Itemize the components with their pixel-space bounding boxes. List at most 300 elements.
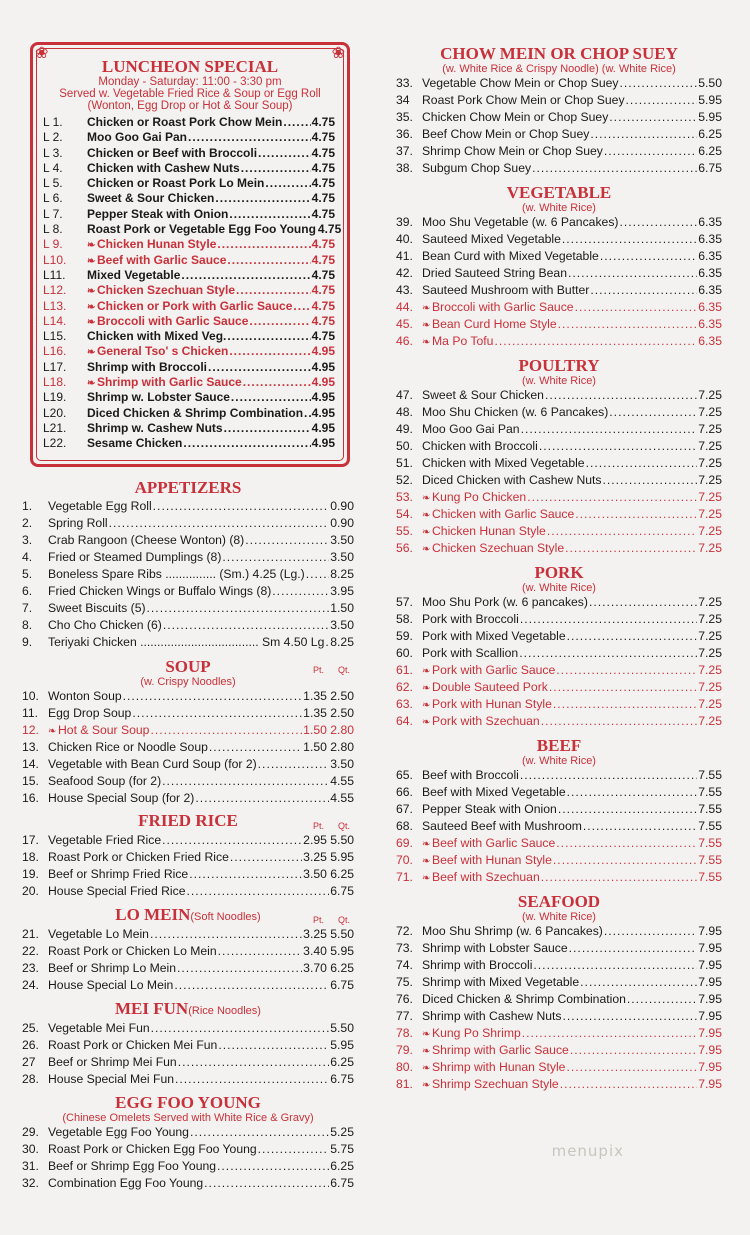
menu-item-name: Combination Egg Foo Young [48,1176,204,1190]
menu-item-price: 6.35 [698,249,722,263]
dot-leader [245,532,329,549]
menu-item [43,344,335,359]
menu-item-name: Chicken with Cashew Nuts [87,160,240,175]
soup-size-header: Pt. Qt. [312,665,350,675]
menu-item-price: 7.25 [698,541,722,555]
menu-item-name: Shrimp Chow Mein or Chop Suey [422,144,603,158]
dot-leader [258,1141,330,1158]
soup-list [22,688,354,807]
menu-item-price: 7.95 [698,941,722,955]
menu-item [22,1141,354,1158]
menu-item [396,1025,722,1042]
menu-item-price: 0.90 [330,499,354,513]
dot-leader [150,722,302,739]
menu-item-name: Shrimp with Hunan Style [432,1060,566,1074]
menu-item-price: 7.25 [698,629,722,643]
menu-item [396,333,722,350]
menu-item-name: House Special Lo Mein [48,978,174,992]
menu-item-number: 47. [396,388,413,402]
menu-item-number: 39. [396,215,413,229]
menu-item-name: Subgum Chop Suey [422,161,532,175]
menu-item-number: 18. [22,850,39,864]
menu-item [396,801,722,818]
menu-item-name: Cho Cho Chicken (6) [48,618,162,632]
hot-pepper-icon: ❧ [422,1029,431,1040]
dot-leader [209,739,302,756]
menu-item-name: Sauteed Beef with Mushroom [422,819,582,833]
menu-item [43,161,335,176]
menu-item-price: 6.75 [330,978,354,992]
menu-item-price: 7.95 [698,924,722,938]
menu-item-number: 75. [396,975,413,989]
menu-item-number: 77. [396,1009,413,1023]
egg-foo-young-title: EGG FOO YOUNG [115,1093,261,1112]
menu-item-price: 7.55 [698,836,722,850]
menu-item-price: 4.75 [311,329,335,344]
dot-leader [521,421,698,438]
menu-item-price: 7.25 [698,473,722,487]
menu-item-name: Roast Pork Chow Mein or Chop Suey [422,93,625,107]
menu-item-number: 45. [396,317,413,331]
lo-mein-size-header: Pt. Qt. [312,915,350,925]
menu-item-number: 29. [22,1125,39,1139]
dot-leader [283,115,310,130]
pork-list [396,594,722,730]
menu-item-price: 7.95 [698,1009,722,1023]
menu-item-number: 15. [22,774,39,788]
menu-item-name: Shrimp with Mixed Vegetable [422,975,580,989]
menu-item-price: 7.25 [698,697,722,711]
watermark: menupix [551,1142,624,1160]
lo-mein-title: LO MEIN(Soft Noodles) [115,905,261,924]
menu-item-price: 5.50 [330,1021,354,1035]
menu-item-number: 17. [22,833,39,847]
menu-item-name: Beef or Shrimp Fried Rice [48,867,189,881]
dot-leader [162,832,302,849]
lunch-list [37,115,343,452]
menu-item-number: 73. [396,941,413,955]
dot-leader [609,109,697,126]
hot-pepper-icon: ❧ [422,873,431,884]
menu-item-price: 7.25 [698,612,722,626]
hot-pepper-icon: ❧ [422,493,431,504]
menu-item [396,645,722,662]
menu-item-name: Moo Shu Pork (w. 6 pancakes) [422,595,588,609]
dot-leader [222,549,329,566]
dot-leader [580,974,697,991]
dot-leader [151,1020,330,1037]
menu-item-price: 3.25 5.95 [303,850,354,864]
menu-item-number: 32. [22,1176,39,1190]
menu-item-number: 34 [396,93,410,107]
dot-leader [522,1025,698,1042]
menu-item [396,126,722,143]
dot-leader [527,489,697,506]
menu-item [43,146,335,161]
menu-item-name: Vegetable Egg Roll [48,499,152,513]
menu-item-name: Chicken with Broccoli [422,439,538,453]
menu-item-name: Moo Shu Chicken (w. 6 Pancakes) [422,405,609,419]
dot-leader [545,387,697,404]
menu-item-number: L 1. [43,115,63,129]
hot-pepper-icon: ❧ [422,303,431,314]
menu-item [396,265,722,282]
menu-item-number: 13. [22,740,39,754]
menu-item-price: 7.25 [698,422,722,436]
seafood-title: SEAFOOD [517,892,601,911]
hot-pepper-icon: ❧ [422,717,431,728]
menu-item-number: 10. [22,689,39,703]
menu-item-number: 65. [396,768,413,782]
hot-pepper-icon: ❧ [422,337,431,348]
menu-item [22,634,354,651]
menu-item-name: Shrimp w. Lobster Sauce [87,390,230,405]
hot-pepper-icon: ❧ [422,1046,431,1057]
menu-item-number: 46. [396,334,413,348]
menu-item-number: L 9. [43,237,63,252]
menu-item-number: 28. [22,1072,39,1086]
menu-item-price: 4.75 [311,298,335,313]
menu-item-name: Roast Pork or Chicken Lo Mein [48,944,217,958]
poultry-subtitle: (w. White Rice) [522,375,596,387]
menu-item [396,611,722,628]
dot-leader [258,146,311,161]
menu-item-number: L16. [43,344,67,359]
menu-item-name: Pepper Steak with Onion [87,206,229,221]
menu-item-name: Shrimp Szechuan Style [432,1077,559,1091]
menu-item [396,594,722,611]
menu-item-number: L21. [43,420,67,435]
dot-leader [586,455,698,472]
menu-item-number: 59. [396,629,413,643]
menu-item-price: 7.25 [698,680,722,694]
menu-item-name: Crab Rangoon (Cheese Wonton) (8) [48,533,245,547]
dot-leader [243,375,311,390]
menu-item-price: 4.75 [311,283,335,298]
menu-item-number: 80. [396,1060,413,1074]
menu-item-price: 3.40 5.95 [303,944,354,958]
dot-leader [556,835,697,852]
menu-item [396,679,722,696]
dot-leader [162,773,329,790]
menu-item-number: 63. [396,697,413,711]
menu-item-price: 4.75 [311,267,335,282]
menu-item-name: Bean Curd Home Style [432,317,557,331]
menu-item [396,489,722,506]
chow-mein-list [396,75,722,177]
menu-item-number: L10. [43,252,67,267]
menu-item [43,283,335,298]
menu-item [22,549,354,566]
menu-item [43,268,335,283]
menu-item [22,977,354,994]
dot-leader [231,390,311,405]
menu-item-name: Bean Curd with Mixed Vegetable [422,249,599,263]
menu-item-name: Vegetable Fried Rice [48,833,162,847]
menu-item [396,1059,722,1076]
dot-leader [619,75,697,92]
menu-item-number: 53. [396,490,413,504]
dot-leader [589,594,697,611]
menu-item-number: 48. [396,405,413,419]
dot-leader [627,991,697,1008]
menu-item-name: Egg Drop Soup [48,706,132,720]
menu-item [43,329,335,344]
menu-item-name: Teriyaki Chicken ................................... Sm 4.50 Lg [48,635,325,649]
dot-leader [218,1037,329,1054]
menu-item-name: Beef with Szechuan [432,870,540,884]
menu-item-number: 31. [22,1159,39,1173]
menu-item [396,696,722,713]
hot-pepper-icon: ❧ [48,726,57,737]
dot-leader [519,645,697,662]
menu-item-name: Shrimp with Garlic Sauce [97,375,242,390]
menu-item [43,207,335,222]
hot-pepper-icon: ❧ [422,839,431,850]
menu-item [22,722,354,739]
menu-item-price: 7.95 [698,1026,722,1040]
menu-item-name: Fried Chicken Wings or Buffalo Wings (8) [48,584,272,598]
menu-item-price: 4.95 [311,359,335,374]
menu-item-name: Chicken Szechuan Style [97,283,236,298]
menu-item-price: 4.95 [311,420,335,435]
menu-item-number: 61. [396,663,413,677]
dot-leader [217,237,310,252]
menu-item [22,617,354,634]
dot-leader [230,849,302,866]
menu-item-number: 25. [22,1021,39,1035]
menu-item-price: 7.95 [698,975,722,989]
menu-item-price: 6.35 [698,266,722,280]
dot-leader [181,268,310,283]
menu-item-name: Kung Po Chicken [432,490,527,504]
menu-item-name: Shrimp with Broccoli [422,958,533,972]
menu-item-name: House Special Soup (for 2) [48,791,195,805]
menu-item-name: Sweet Biscuits (5) [48,601,146,615]
menu-item [43,421,335,436]
menu-item [22,1071,354,1088]
menu-item [396,109,722,126]
menu-item-name: Roast Pork or Chicken Mei Fun [48,1038,218,1052]
menu-item-name: Beef with Garlic Sauce [97,252,227,267]
hot-pepper-icon: ❧ [422,683,431,694]
hot-pepper-icon: ❧ [87,347,96,359]
menu-item-price: 3.95 [330,584,354,598]
menu-item-price: 4.95 [311,375,335,390]
menu-item-name: Diced Chicken & Shrimp Combination [87,405,304,420]
dot-leader [175,1071,329,1088]
menu-item-number: 51. [396,456,413,470]
menu-item-price: 5.95 [698,93,722,107]
menu-item-price: 3.50 [330,618,354,632]
menu-item-name: Chicken or Roast Pork Chow Mein [87,115,283,129]
dot-leader [566,1059,697,1076]
fried-rice-size-header: Pt. Qt. [312,821,350,831]
beef-list [396,767,722,886]
menu-item-name: Chicken or Pork with Garlic Sauce [97,298,293,313]
menu-item [43,191,335,206]
menu-item [22,866,354,883]
menu-item-price: 7.55 [698,819,722,833]
menu-item-name: Pork with Scallion [422,646,519,660]
dot-leader [494,333,697,350]
menu-item-price: 4.75 [311,191,335,206]
menu-item-name: Boneless Spare Ribs ............... (Sm.) 4.25 (Lg.) [48,567,305,581]
menu-item [396,299,722,316]
menu-item-name: Roast Pork or Vegetable Egg Foo Young [87,222,316,237]
menu-item-price: 6.35 [698,334,722,348]
menu-item-name: Seafood Soup (for 2) [48,774,162,788]
menu-item-price: 4.75 [311,237,335,252]
soup-title: SOUP [165,657,211,676]
menu-item-name: Beef with Hunan Style [432,853,552,867]
menu-item-price: 0.90 [330,516,354,530]
menu-item-number: L14. [43,313,67,328]
menu-item-number: 66. [396,785,413,799]
hot-pepper-icon: ❧ [422,510,431,521]
menu-item-number: 50. [396,439,413,453]
dot-leader [553,852,697,869]
egg-foo-young-subtitle: (Chinese Omelets Served with White Rice & Gravy) [62,1112,314,1124]
menu-item-price: 7.25 [698,405,722,419]
menu-item-number: 16. [22,791,39,805]
chow-mein-title: CHOW MEIN OR CHOP SUEY [440,44,678,63]
menu-item-price: 6.35 [698,283,722,297]
menu-item-price: 6.35 [698,215,722,229]
menu-item-price: 4.75 [311,313,335,328]
menu-item [43,406,335,421]
dot-leader [604,923,697,940]
hot-pepper-icon: ❧ [422,700,431,711]
menu-item-name: Pork with Hunan Style [432,697,552,711]
menu-item-name: House Special Mei Fun [48,1072,174,1086]
dot-leader [153,498,330,515]
dot-leader [272,583,329,600]
menu-item-name: Beef Chow Mein or Chop Suey [422,127,590,141]
menu-item-price: 6.35 [698,300,722,314]
dot-leader [600,248,697,265]
menu-item-price: 1.35 2.50 [303,706,354,720]
menu-item-number: 19. [22,867,39,881]
dot-leader [567,628,698,645]
menu-item-number: 21. [22,927,39,941]
menu-item-number: L13. [43,298,67,313]
menu-item-number: 58. [396,612,413,626]
dot-leader [229,207,310,222]
menu-item-number: L 2. [43,130,63,145]
menu-item [22,1175,354,1192]
dot-leader [541,869,698,886]
dot-leader [229,344,310,359]
menu-item-number: L19. [43,390,67,405]
appetizers-list [22,498,354,651]
menu-item-price: 7.55 [698,768,722,782]
dot-leader [604,143,697,160]
menu-item-number: 20. [22,884,39,898]
menu-item-number: L20. [43,405,67,420]
menu-item-name: Vegetable Mei Fun [48,1021,150,1035]
menu-item [22,739,354,756]
menu-item-name: Vegetable Chow Mein or Chop Suey [422,76,619,90]
menu-item [22,600,354,617]
hot-pepper-icon: ❧ [87,301,96,313]
menu-item [22,960,354,977]
menu-item-price: 6.35 [698,232,722,246]
dot-leader [249,314,310,329]
menu-item-number: 1. [22,499,33,513]
menu-item [43,115,335,130]
menu-item-name: Beef with Broccoli [422,768,519,782]
dot-leader [258,756,330,773]
menu-item-price: 7.25 [698,490,722,504]
menu-item-number: 54. [396,507,413,521]
hot-pepper-icon: ❧ [422,544,431,555]
menu-item-price: 7.95 [698,1043,722,1057]
menu-item-name: Sweet & Sour Chicken [87,191,215,206]
menu-item [396,628,722,645]
menu-item [396,662,722,679]
menu-item-price: 7.55 [698,802,722,816]
menu-item-price: 6.25 [698,127,722,141]
menu-item-number: 35. [396,110,413,124]
menu-item-number: 7. [22,601,33,615]
menu-item-name: House Special Fried Rice [48,884,186,898]
mei-fun-list [22,1020,354,1088]
hot-pepper-icon: ❧ [87,255,96,267]
menu-item [396,472,722,489]
menu-item [22,515,354,532]
menu-item [396,404,722,421]
menu-item-name: Roast Pork or Chicken Fried Rice [48,850,229,864]
dot-leader [227,329,310,344]
menu-item-number: 49. [396,422,413,436]
menu-item-number: 79. [396,1043,413,1057]
hot-pepper-icon: ❧ [422,320,431,331]
menu-item-number: 6. [22,584,33,598]
menu-item [396,143,722,160]
menu-item [22,532,354,549]
menu-item [396,869,722,886]
dot-leader [147,600,330,617]
menu-item-price: 4.95 [311,390,335,405]
menu-item-number: 22. [22,944,39,958]
menu-item-number: L 4. [43,160,63,175]
menu-item-price: 5.95 [698,110,722,124]
menu-item-price: 7.95 [698,1077,722,1091]
menu-item-number: 26. [22,1038,39,1052]
menu-item-name: Double Sauteed Pork [432,680,548,694]
menu-item [396,160,722,177]
menu-item-number: 52. [396,473,413,487]
menu-item [43,375,335,390]
menu-item-name: Broccoli with Garlic Sauce [97,313,249,328]
menu-item-price: 7.25 [698,388,722,402]
dot-leader [218,943,303,960]
dot-leader [174,977,329,994]
menu-item [22,926,354,943]
menu-item-name: Pork with Szechuan [432,714,540,728]
menu-item [22,566,354,583]
dot-leader [190,1124,329,1141]
dot-leader [265,176,310,191]
menu-item-number: 33. [396,76,413,90]
dot-leader [132,705,302,722]
menu-item-name: Diced Chicken & Shrimp Combination [422,992,626,1006]
menu-item-name: Chicken or Beef with Broccoli [87,145,258,160]
menu-item [396,1042,722,1059]
menu-item-number: 44. [396,300,413,314]
menu-item-price: 7.25 [698,646,722,660]
